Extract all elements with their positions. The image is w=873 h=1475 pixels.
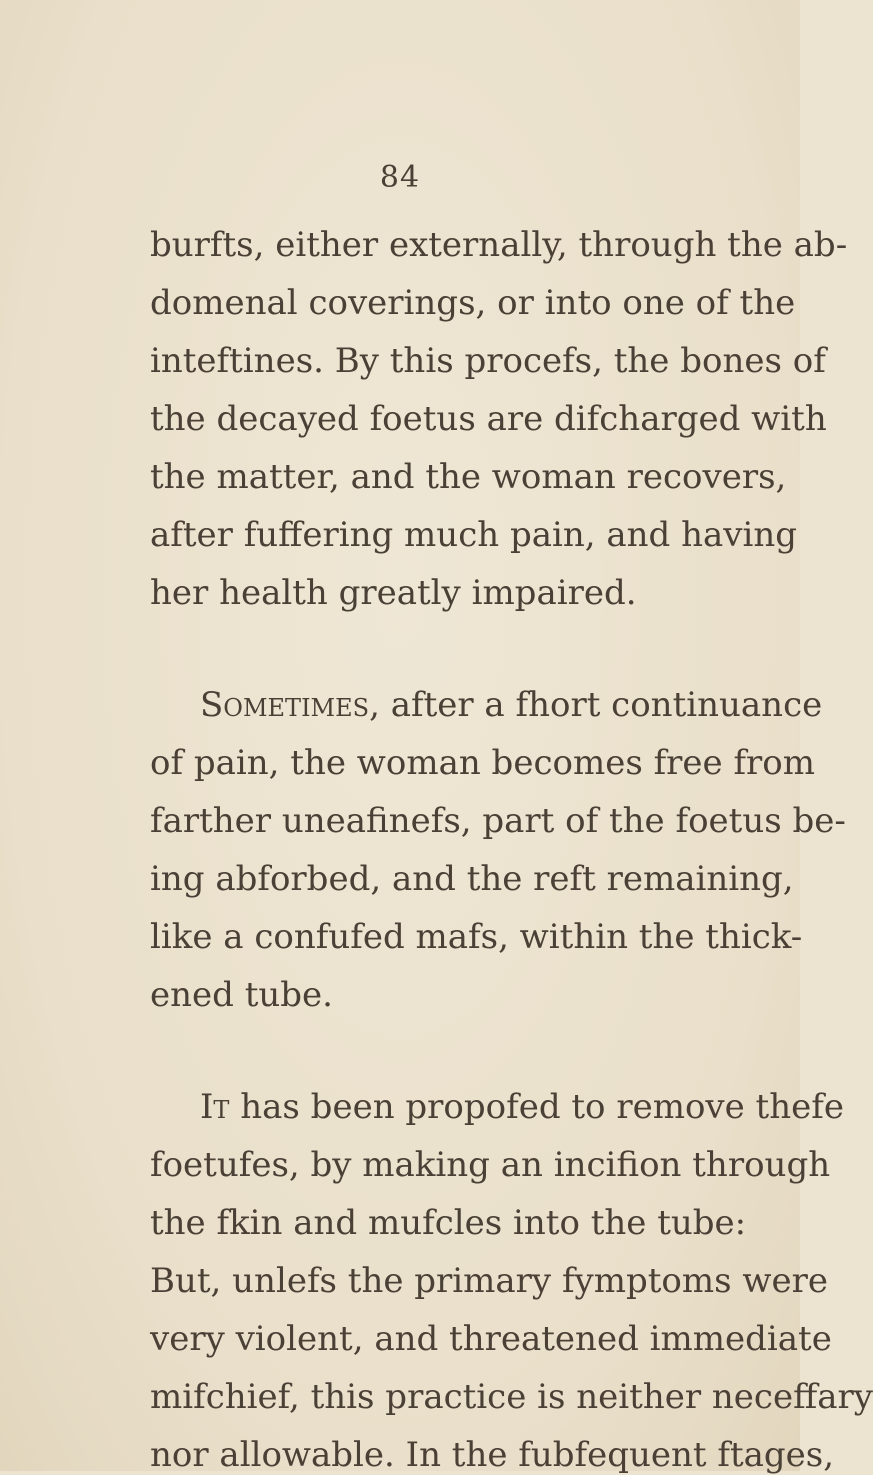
text-line: like a confufed mafs, within the thick-	[150, 917, 803, 957]
text-line: the fkin and mufcles into the tube:	[150, 1203, 747, 1243]
paragraph-lead-word: Sometimes,	[200, 685, 380, 725]
text-line: after fuffering much pain, and having	[150, 515, 798, 555]
text-line: But, unlefs the primary fymptoms were	[150, 1261, 828, 1301]
text-line: farther uneafinefs, part of the foetus be-	[150, 801, 846, 841]
text-line: nor allowable. In the fubfequent ftages,	[150, 1435, 835, 1475]
text-line: ened tube.	[150, 975, 333, 1015]
text-line-first	[200, 685, 823, 725]
text-line: very violent, and threatened immediate	[150, 1319, 832, 1359]
text-line: the decayed foetus are difcharged with	[150, 399, 827, 439]
text-line: burfts, either externally, through the ab-	[150, 225, 848, 265]
text-line: foetufes, by making an incifion through	[150, 1145, 831, 1185]
text-line: domenal coverings, or into one of the	[150, 283, 796, 323]
page-number: 84	[379, 160, 421, 195]
text-line: inteftines. By this procefs, the bones of	[150, 341, 826, 381]
text-line: mifchief, this practice is neither neceffary	[150, 1377, 873, 1417]
text-line-rest: has been propofed to remove thefe	[229, 1087, 844, 1127]
text-line: the matter, and the woman recovers,	[150, 457, 787, 497]
paragraph-lead-word: It	[200, 1087, 230, 1127]
text-line-first	[200, 1087, 844, 1127]
text-line: her health greatly impaired.	[150, 573, 637, 613]
text-line-rest: after a fhort continuance	[379, 685, 823, 725]
text-line: of pain, the woman becomes free from	[150, 743, 816, 783]
text-line: ing abforbed, and the reft remaining,	[150, 859, 794, 899]
